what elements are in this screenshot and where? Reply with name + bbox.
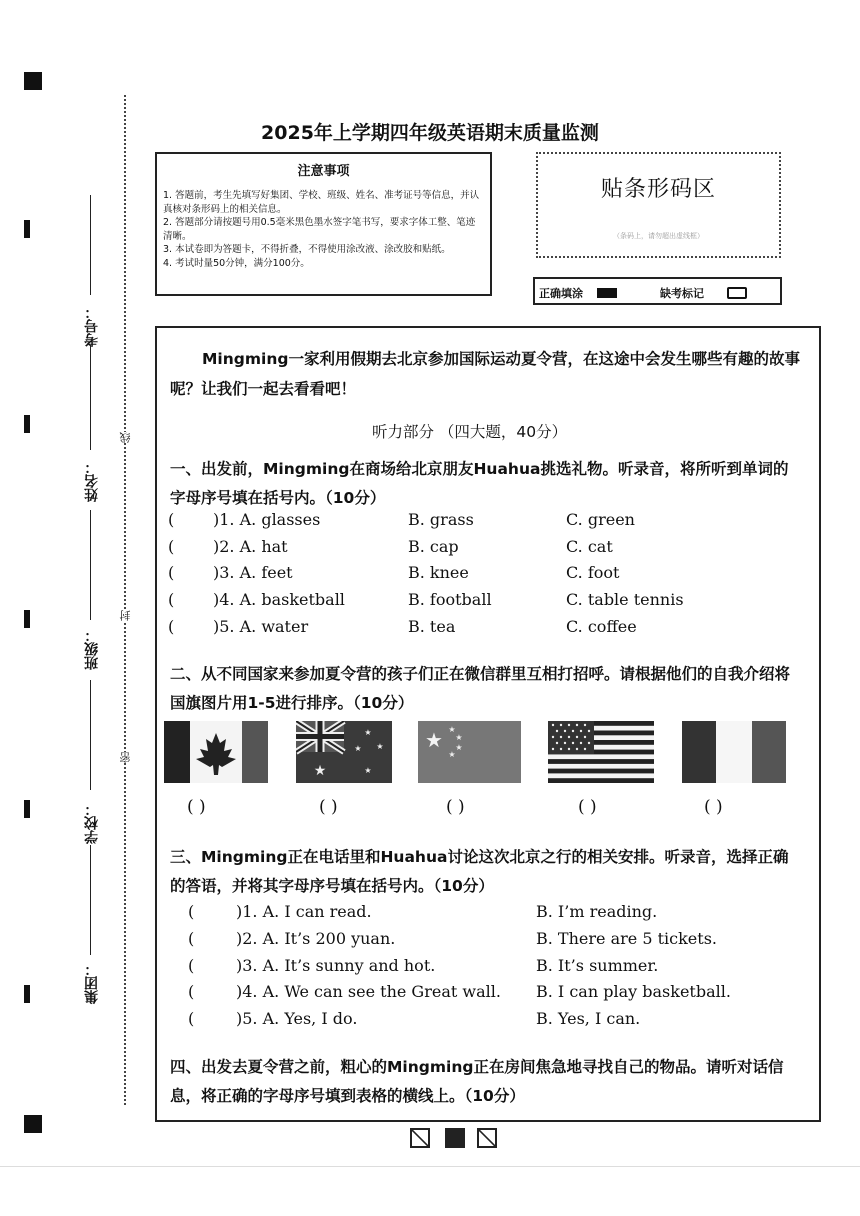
exam-no-field[interactable] <box>90 195 91 295</box>
s3-q2-b: B. There are 5 tickets. <box>536 929 717 948</box>
s1-q4-b: B. football <box>408 590 492 609</box>
s1-q5-b: B. tea <box>408 617 456 636</box>
s1-q1-c: C. green <box>566 510 635 529</box>
seal-label-line: 线 <box>119 432 132 443</box>
seal-label-seal: 封 <box>119 610 132 621</box>
s3-q5: )5. A. Yes, I do. <box>236 1009 358 1028</box>
answer-bracket[interactable]: ( <box>188 956 195 975</box>
answer-bracket[interactable]: ( <box>168 563 175 582</box>
s3-q1: )1. A. I can read. <box>236 902 372 921</box>
s1-q3-b: B. knee <box>408 563 469 582</box>
name-label: 姓名： <box>84 460 100 502</box>
timing-mark <box>24 800 30 818</box>
registration-mark <box>24 72 42 90</box>
section4-title: 四、出发去夏令营之前，粗心的Mingming正在房间焦急地寻找自己的物品。请听对话信息，将正确的字母序号填到表格的横线上。（10分） <box>170 1058 784 1105</box>
group-label: 集团： <box>84 962 100 1004</box>
answer-bracket[interactable]: ( <box>168 510 175 529</box>
barcode-label: 贴条形码区 <box>600 177 716 202</box>
s1-q3: )3. A. feet <box>213 563 293 582</box>
correct-fill-label: 正确填涂 <box>539 287 583 300</box>
page-mark-filled-icon <box>445 1128 465 1148</box>
page-mark-icon <box>477 1128 497 1148</box>
seal-line <box>124 95 126 1105</box>
notice-heading: 注意事项 <box>297 164 350 179</box>
italy-flag-icon <box>682 721 786 783</box>
svg-text:★: ★ <box>364 728 372 737</box>
s1-q2-c: C. cat <box>566 537 613 556</box>
section1-title: 一、出发前，Mingming在商场给北京朋友Huahua挑选礼物。听录音，将所听到单词的字母序号填在括号内。（10分） <box>170 460 789 507</box>
page-mark-icon <box>410 1128 430 1148</box>
class-label: 班级： <box>84 628 100 670</box>
s1-q5-c: C. coffee <box>566 617 637 636</box>
class-field[interactable] <box>90 510 91 620</box>
australia-flag-icon <box>296 721 392 783</box>
name-field[interactable] <box>90 345 91 450</box>
timing-mark <box>24 415 30 433</box>
section3-title: 三、Mingming正在电话里和Huahua讨论这次北京之行的相关安排。听录音，选择正确的答语，并将其字母序号填在括号内。（10分） <box>170 848 789 895</box>
group-field[interactable] <box>90 845 91 955</box>
notice-item: 2. 答题部分请按题号用0.5毫米黑色墨水签字笔书写，要求字体工整、笔迹清晰。 <box>163 217 476 242</box>
s1-q1-b: B. grass <box>408 510 474 529</box>
barcode-hint: （条码上，请勿超出虚线框） <box>613 232 704 240</box>
usa-flag-icon <box>548 721 654 783</box>
svg-text:★: ★ <box>455 733 463 742</box>
flag-order-bracket[interactable]: ( ) <box>578 797 597 817</box>
answer-bracket[interactable]: ( <box>188 902 195 921</box>
school-label: 学校： <box>84 802 100 844</box>
s1-q4-c: C. table tennis <box>566 590 684 609</box>
svg-text:★: ★ <box>313 763 327 779</box>
s3-q4-b: B. I can play basketball. <box>536 982 731 1001</box>
fill-example <box>533 277 782 305</box>
school-field[interactable] <box>90 680 91 790</box>
intro-text: Mingming一家利用假期去北京参加国际运动夏令营，在这途中会发生哪些有趣的故事呢？让我们一起去看看吧！ <box>170 350 800 398</box>
answer-bracket[interactable]: ( <box>188 982 195 1001</box>
s3-q4: )4. A. We can see the Great wall. <box>236 982 501 1001</box>
flag-order-bracket[interactable]: ( ) <box>187 797 206 817</box>
registration-mark <box>24 1115 42 1133</box>
s1-q2-b: B. cap <box>408 537 459 556</box>
answer-bracket[interactable]: ( <box>188 929 195 948</box>
svg-text:★: ★ <box>364 766 372 775</box>
section2-title: 二、从不同国家来参加夏令营的孩子们正在微信群里互相打招呼。请根据他们的自我介绍将国旗图片用1-5进行排序。（10分） <box>170 665 791 712</box>
answer-bracket[interactable]: ( <box>188 1009 195 1028</box>
s1-q2: )2. A. hat <box>213 537 288 556</box>
s3-q1-b: B. I’m reading. <box>536 902 658 921</box>
flag-order-bracket[interactable]: ( ) <box>319 797 338 817</box>
svg-text:★: ★ <box>448 750 456 759</box>
flag-order-bracket[interactable]: ( ) <box>704 797 723 817</box>
svg-text:★: ★ <box>448 725 456 734</box>
page-title: 2025年上学期四年级英语期末质量监测 <box>261 122 599 144</box>
svg-text:★: ★ <box>354 744 362 753</box>
answer-bracket[interactable]: ( <box>168 590 175 609</box>
timing-mark <box>24 610 30 628</box>
absent-checkbox[interactable] <box>727 287 747 299</box>
timing-mark <box>24 985 30 1003</box>
notice-item: 4. 考试时量50分钟，满分100分。 <box>163 257 310 269</box>
timing-mark <box>24 220 30 238</box>
answer-bracket[interactable]: ( <box>168 617 175 636</box>
svg-text:★: ★ <box>425 728 443 752</box>
canada-flag-icon <box>164 721 268 783</box>
s1-q1: )1. A. glasses <box>213 510 321 529</box>
answer-bracket[interactable]: ( <box>168 537 175 556</box>
barcode-area <box>536 152 781 258</box>
s3-q3-b: B. It’s summer. <box>536 956 659 975</box>
s1-q5: )5. A. water <box>213 617 309 636</box>
s1-q3-c: C. foot <box>566 563 620 582</box>
notice-box <box>155 152 492 296</box>
page-edge <box>0 1166 860 1167</box>
flag-order-bracket[interactable]: ( ) <box>446 797 465 817</box>
svg-text:★: ★ <box>376 742 384 751</box>
china-flag-icon <box>418 721 521 783</box>
seal-label-secret: 密 <box>119 752 132 763</box>
s1-q4: )4. A. basketball <box>213 590 345 609</box>
notice-item: 3. 本试卷即为答题卡，不得折叠，不得使用涂改液、涂改胶和贴纸。 <box>163 244 451 255</box>
absent-mark-label: 缺考标记 <box>660 287 704 300</box>
notice-item: 1. 答题前，考生先填写好集团、学校、班级、姓名、准考证号等信息，并认真核对条形码上的相关信息。 <box>163 190 480 215</box>
svg-text:★: ★ <box>455 743 463 752</box>
listening-header: 听力部分 （四大题，40分） <box>372 423 568 441</box>
s3-q2: )2. A. It’s 200 yuan. <box>236 929 396 948</box>
s3-q5-b: B. Yes, I can. <box>536 1009 641 1028</box>
exam-no-label: 考号： <box>84 305 100 347</box>
s3-q3: )3. A. It’s sunny and hot. <box>236 956 436 975</box>
filled-mark-icon <box>597 288 617 298</box>
